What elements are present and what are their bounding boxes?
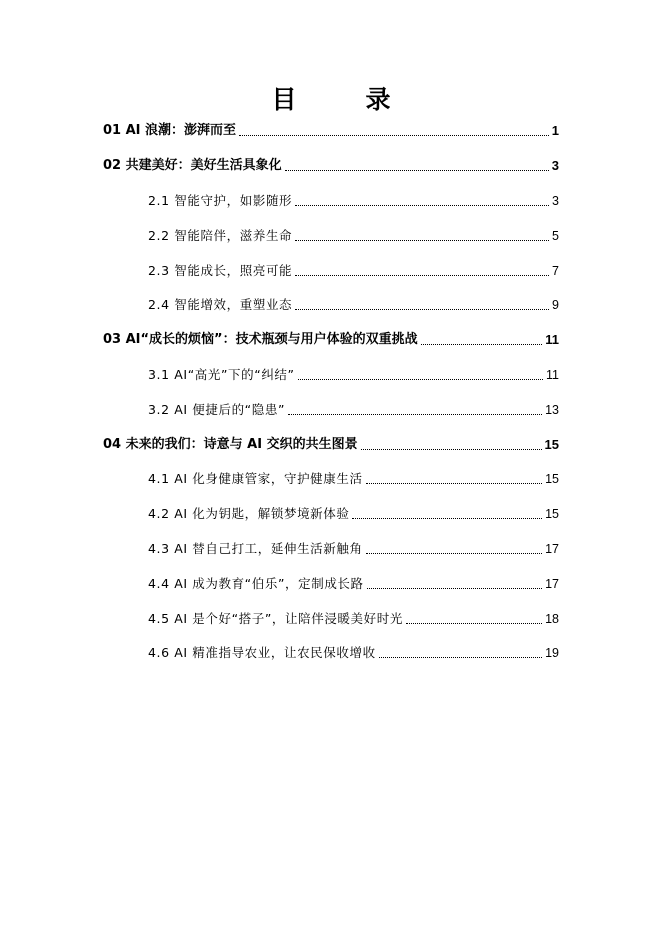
toc-entry-text: 3.2 AI 便捷后的“隐患” (148, 402, 286, 417)
toc-page-number: 11 (546, 368, 559, 382)
toc-page-number: 19 (545, 646, 559, 660)
toc-page-number: 11 (545, 332, 559, 347)
toc-page-number: 15 (545, 472, 559, 486)
toc-entry-02[interactable] (103, 155, 559, 177)
dot-leader (406, 623, 542, 624)
toc-entry-4-6[interactable] (148, 642, 559, 664)
toc-page-number: 15 (544, 437, 559, 452)
toc-entry-04[interactable] (103, 434, 559, 456)
toc-entry-text: 03 AI“成长的烦恼”：技术瓶颈与用户体验的双重挑战 (103, 332, 418, 347)
toc-entry-4-5[interactable] (148, 608, 559, 630)
dot-leader (288, 414, 542, 415)
dot-leader (295, 240, 549, 241)
toc-entry-text: 3.1 AI“高光”下的“纠结” (148, 367, 295, 382)
toc-entry-3-1[interactable] (148, 364, 559, 386)
dot-leader (366, 553, 543, 554)
toc-entry-2-1[interactable] (148, 190, 559, 212)
page-title: 目 录 (271, 85, 413, 114)
toc-page-number: 1 (551, 123, 559, 138)
toc-entry-text: 2.3 智能成长，照亮可能 (148, 263, 293, 278)
toc-entry-03[interactable] (103, 329, 559, 351)
toc-page-number: 17 (545, 542, 559, 556)
toc-page-number: 7 (552, 264, 559, 278)
toc-entry-text: 4.1 AI 化身健康管家，守护健康生活 (148, 471, 363, 486)
toc-entry-4-2[interactable] (148, 503, 559, 525)
toc-entry-text: 4.3 AI 替自己打工，延伸生活新触角 (148, 541, 363, 556)
toc-entry-2-4[interactable] (148, 294, 559, 316)
toc-entry-text: 4.5 AI 是个好“搭子”，让陪伴浸暖美好时光 (148, 611, 403, 626)
dot-leader (379, 657, 542, 658)
dot-leader (361, 449, 542, 450)
toc-page-number: 17 (545, 577, 559, 591)
toc-page-number: 13 (545, 403, 559, 417)
toc-page-number: 9 (552, 298, 559, 312)
toc-page-number: 3 (552, 194, 559, 208)
toc-entry-3-2[interactable] (148, 399, 559, 421)
toc-entry-text: 02 共建美好：美好生活具象化 (103, 158, 282, 173)
dot-leader (295, 275, 549, 276)
toc-page-number: 3 (551, 158, 559, 173)
toc-entry-text: 04 未来的我们：诗意与 AI 交织的共生图景 (103, 437, 358, 452)
dot-leader (295, 309, 549, 310)
toc-entry-2-2[interactable] (148, 225, 559, 247)
dot-leader (421, 344, 543, 345)
toc-entry-text: 4.2 AI 化为钥匙，解锁梦境新体验 (148, 506, 350, 521)
toc-entry-text: 2.4 智能增效，重塑业态 (148, 297, 293, 312)
dot-leader (298, 379, 543, 380)
toc-entry-01[interactable] (103, 120, 559, 142)
dot-leader (239, 135, 549, 136)
toc-entry-text: 4.6 AI 精准指导农业，让农民保收增收 (148, 645, 376, 660)
dot-leader (352, 518, 542, 519)
toc-entry-4-4[interactable] (148, 573, 559, 595)
toc-entry-4-1[interactable] (148, 468, 559, 490)
toc-entry-text: 4.4 AI 成为教育“伯乐”，定制成长路 (148, 576, 364, 591)
toc-page-number: 18 (545, 612, 559, 626)
dot-leader (366, 483, 543, 484)
toc-entry-text: 01 AI 浪潮：澎湃而至 (103, 123, 237, 138)
toc-page-number: 5 (552, 229, 559, 243)
dot-leader (285, 170, 549, 171)
toc-entry-text: 2.2 智能陪伴，滋养生命 (148, 228, 293, 243)
toc-entry-text: 2.1 智能守护，如影随形 (148, 193, 293, 208)
toc-page-number: 15 (545, 507, 559, 521)
dot-leader (295, 205, 549, 206)
dot-leader (367, 588, 542, 589)
toc-entry-2-3[interactable] (148, 260, 559, 282)
toc-entry-4-3[interactable] (148, 538, 559, 560)
